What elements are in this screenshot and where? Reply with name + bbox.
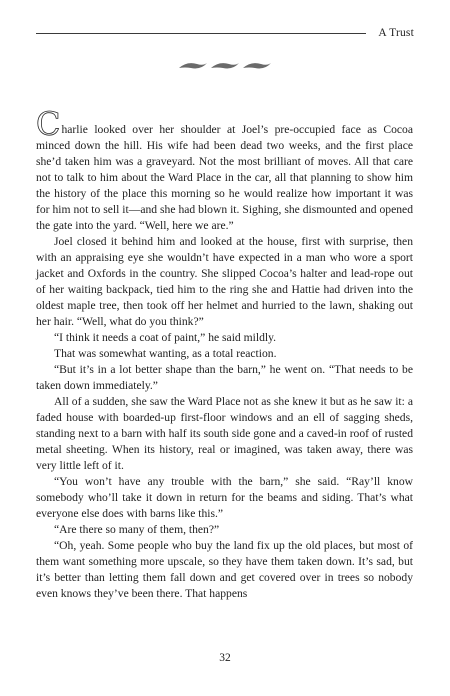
- paragraph-4: That was somewhat wanting, as a total reaction.: [54, 347, 277, 360]
- paragraph-3: “I think it needs a coat of paint,” he said mildly.: [54, 331, 277, 344]
- paragraph-5: “But it’s in a lot better shape than the barn,” he went on. “That needs to be taken down immediately.”: [36, 363, 413, 392]
- paragraph-8: “Are there so many of them, then?”: [54, 523, 220, 536]
- drop-cap: C: [36, 105, 61, 143]
- page-number: 32: [219, 652, 231, 664]
- paragraph-1: [36, 105, 413, 234]
- page-header: [36, 27, 414, 39]
- section-break-flourish-icon: [0, 58, 450, 77]
- paragraph-9: “Oh, yeah. Some people who buy the land fix up the old places, but most of them want something more upscale, so they have them taken down. It’s sad, but it’s better than letting them fall down and get covered over in trees so nobody even knows they’ve been there. That happens: [36, 539, 413, 600]
- paragraph-6: All of a sudden, she saw the Ward Place not as she knew it but as he saw it: a faded house with boarded-up first-floor windows and an ell of sagging sheds, standing next to a barn with half its south side gone and a caved-in roof of rusted metal sheeting. When its history, real or imagined, was taken away, there was very little left of it.: [36, 395, 413, 472]
- header-rule: [36, 33, 366, 34]
- paragraph-1-text: harlie looked over her shoulder at Joel’s pre-occupied face as Cocoa minced down the hill. His wife had been dead two weeks, and the first place she’d taken him was a graveyard. Not the most brilliant of moves. All that care not to talk to him about the Ward Place in the car, all that planning to show him the history of the place this morning so he would realize how important it was for him not to sell it—and she had blown it. Sighing, she dismounted and opened the gate into the yard. “Well, here we are.”: [36, 123, 413, 232]
- running-head: A Trust: [378, 27, 414, 39]
- body-text: [36, 105, 413, 602]
- paragraph-7: “You won’t have any trouble with the barn,” she said. “Ray’ll know somebody who’ll take it down in return for the beams and siding. That’s what everyone else does with barns like this.”: [36, 475, 413, 520]
- paragraph-2: Joel closed it behind him and looked at the house, first with surprise, then with an appraising eye she wouldn’t have expected in a man who wore a sport jacket and Oxfords in the country. She slipped Cocoa’s halter and lead-rope out of her waiting backpack, tied him to the ring she and Hattie had driven into the oldest maple tree, then took off her helmet and hurried to the lawn, shaking out her hair. “Well, what do you think?”: [36, 235, 413, 328]
